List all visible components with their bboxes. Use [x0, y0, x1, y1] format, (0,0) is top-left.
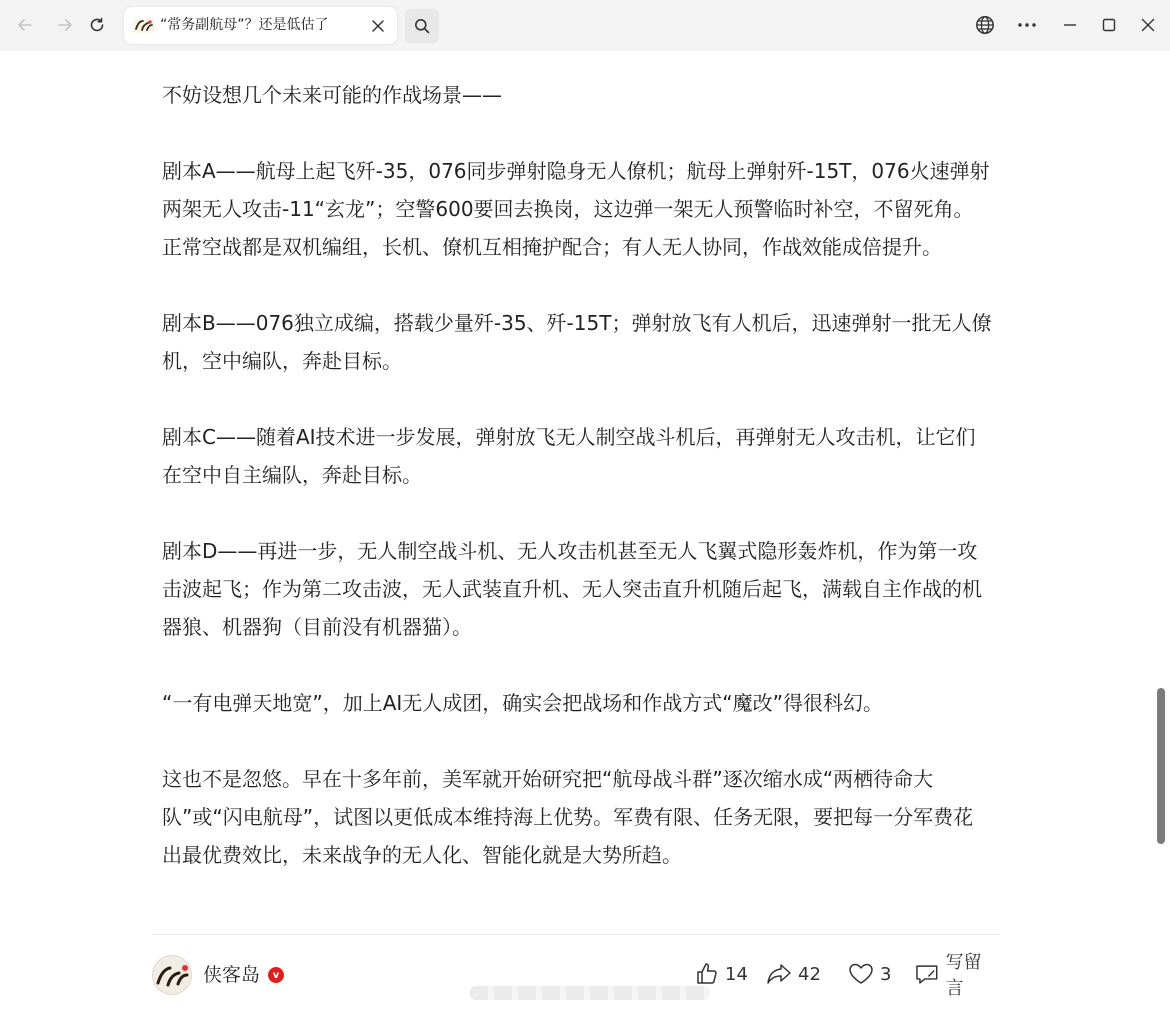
author-logo-icon	[153, 956, 192, 995]
tab-title: “常务副航母”？还是低估了	[160, 17, 329, 33]
article-paragraph: 剧本C——随着AI技术进一步发展，弹射放飞无人制空战斗机后，再弹射无人攻击机，让它们在空中自主编队，奔赴目标。	[162, 425, 976, 487]
more-icon	[1017, 22, 1037, 28]
thumbs-up-icon	[695, 962, 719, 986]
verified-badge: v	[268, 967, 284, 983]
like-count: 14	[725, 963, 748, 985]
like-button[interactable]	[695, 959, 748, 989]
page-content	[0, 51, 1170, 1015]
footer-divider	[152, 934, 999, 935]
search-button[interactable]	[405, 9, 439, 43]
search-icon	[414, 18, 430, 34]
scrollbar-thumb[interactable]	[1157, 688, 1165, 844]
minimize-icon	[1063, 18, 1077, 32]
article-paragraph: 剧本D——再进一步，无人制空战斗机、无人攻击机甚至无人飞翼式隐形轰炸机，作为第一攻击波起飞；作为第二攻击波，无人武装直升机、无人突击直升机随后起飞，满载自主作战的机器狼、机器狗（目前没有机器猫）。	[162, 539, 982, 639]
author-avatar[interactable]	[152, 955, 192, 995]
forward-button[interactable]	[50, 10, 80, 40]
article-paragraph: 这也不是忽悠。早在十多年前，美军就开始研究把“航母战斗群”逐次缩水成“两栖待命大队”或“闪电航母”，试图以更低成本维持海上优势。军费有限、任务无限，要把每一分军费花出最优费效比，未来战争的无人化、智能化就是大势所趋。	[162, 767, 974, 867]
refresh-button[interactable]	[82, 10, 112, 40]
back-button[interactable]	[10, 10, 40, 40]
article-paragraph: 剧本A——航母上起飞歼-35，076同步弹射隐身无人僚机；航母上弹射歼-15T，076火速弹射两架无人攻击-11“玄龙”；空警600要回去换岗，这边弹一架无人预警临时补空，不留死角。正常空战都是双机编组，长机、僚机互相掩护配合；有人无人协同，作战效能成倍提升。	[162, 159, 990, 259]
arrow-right-icon	[56, 16, 74, 34]
heart-icon	[848, 962, 874, 986]
maximize-button[interactable]	[1095, 11, 1123, 39]
close-icon	[1141, 18, 1155, 32]
site-favicon-icon	[134, 16, 154, 36]
close-icon	[372, 20, 384, 32]
maximize-icon	[1102, 18, 1116, 32]
share-count: 42	[798, 963, 821, 985]
arrow-left-icon	[16, 16, 34, 34]
translate-button[interactable]	[971, 11, 999, 39]
more-options-button[interactable]	[1013, 11, 1041, 39]
article-body	[162, 76, 992, 912]
article-paragraph: 不妨设想几个未来可能的作战场景——	[162, 83, 502, 107]
write-comment-label: 写留言	[945, 952, 982, 999]
write-comment-button[interactable]	[914, 952, 999, 999]
globe-icon	[975, 15, 995, 35]
active-tab[interactable]	[124, 7, 397, 44]
comment-icon	[914, 962, 940, 986]
page-indicator	[470, 986, 710, 1000]
favorite-button[interactable]	[848, 959, 891, 989]
refresh-icon	[88, 16, 106, 34]
favorite-count: 3	[880, 963, 892, 985]
vertical-scrollbar[interactable]	[1155, 51, 1167, 1015]
close-window-button[interactable]	[1134, 11, 1162, 39]
browser-titlebar	[0, 0, 1170, 51]
author-name[interactable]: 侠客岛	[203, 964, 261, 986]
article-paragraph: 剧本B——076独立成编，搭载少量歼-35、歼-15T；弹射放飞有人机后，迅速弹射一批无人僚机，空中编队，奔赴目标。	[162, 311, 992, 373]
article-paragraph: “一有电弹天地宽”，加上AI无人成团，确实会把战场和作战方式“魔改”得很科幻。	[162, 691, 884, 715]
close-tab-button[interactable]	[368, 16, 388, 36]
share-icon	[766, 962, 792, 986]
minimize-button[interactable]	[1056, 11, 1084, 39]
share-button[interactable]	[766, 959, 821, 989]
